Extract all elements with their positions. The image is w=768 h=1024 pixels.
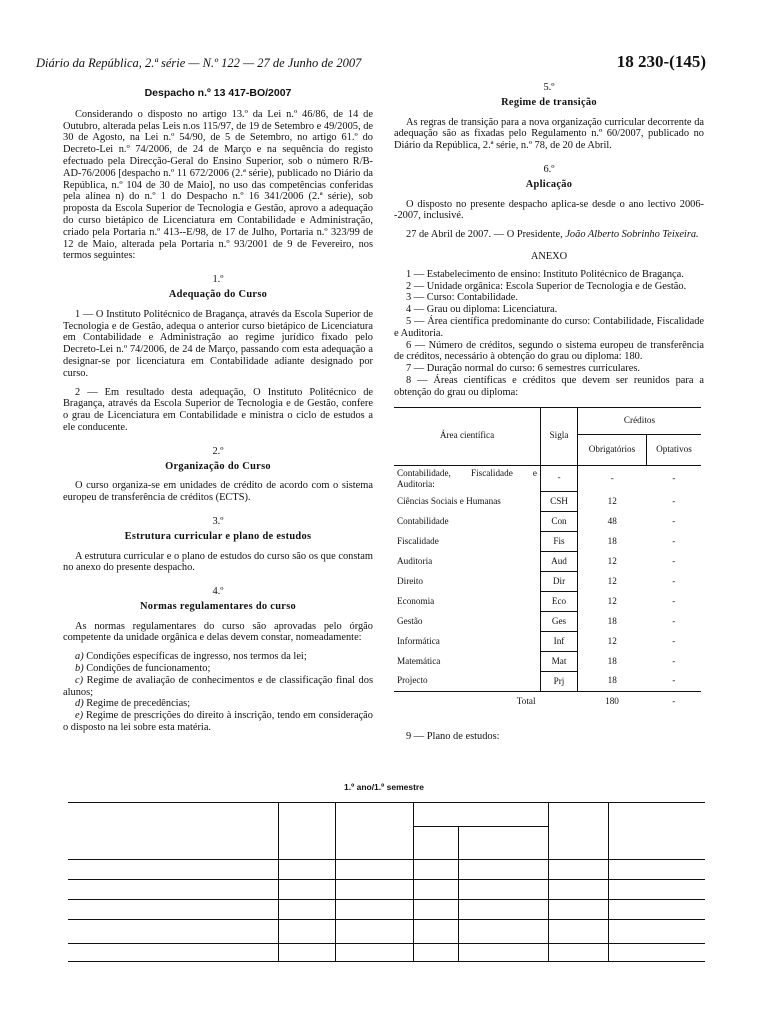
cell-obrig: 12 [607, 635, 617, 646]
cell-obrig: 12 [607, 575, 617, 586]
plano-label: 9 — Plano de estudos: [406, 731, 500, 743]
left-column [63, 88, 373, 734]
cell-opt: - [672, 472, 676, 483]
article-number: 5.º [543, 82, 555, 93]
cell-area: Informática [397, 635, 440, 646]
col-header-creditos: Créditos [578, 407, 702, 434]
cell-obrig: 12 [607, 495, 617, 506]
despacho-title: Despacho n.º 13 417-BO/2007 [144, 87, 292, 99]
right-column [394, 82, 704, 750]
table-row [394, 552, 701, 572]
cell-area: Ciências Sociais e Humanas [397, 495, 501, 506]
cell-area: Matemática [397, 655, 441, 666]
list-item: 4 — Grau ou diploma: Licenciatura. [406, 304, 558, 316]
cell-sigla: CSH [541, 492, 578, 512]
cell-sigla: Ges [541, 612, 578, 632]
rule [68, 879, 705, 880]
cell-sigla: Fis [541, 532, 578, 552]
rule [68, 943, 705, 944]
list-item: 2 — Unidade orgânica: Escola Superior de Tecnologia e de Gestão. [406, 280, 687, 292]
col-header-area: Área científica [394, 407, 541, 465]
signature: 27 de Abril de 2007. — O Presidente, João Alberto Sobrinho Teixeira. [406, 229, 699, 241]
table-row [394, 652, 701, 672]
paragraph: O curso organiza-se em unidades de crédito de acordo com o sistema europeu de transferência de créditos (ECTS). [63, 480, 373, 504]
list-item: 5 — Área científica predominante do curso: Contabilidade, Fiscalidade e Auditoria. [394, 315, 704, 339]
rule [548, 802, 549, 962]
cell-area: Economia [397, 595, 435, 606]
col-header-obrigatorios: Obrigatórios [578, 434, 647, 465]
cell-opt: - [672, 575, 676, 586]
cell-sigla: Inf [541, 632, 578, 652]
list-item: 8 — Áreas científicas e créditos que devem ser reunidos para a obtenção do grau ou diploma: [394, 374, 704, 398]
table-row [394, 672, 701, 692]
total-label: Total [394, 692, 578, 712]
article-title: Adequação do Curso [168, 288, 268, 300]
cell-opt: - [672, 555, 676, 566]
list-item: b) Condições de funcionamento; [75, 663, 211, 675]
article-number: 4.º [212, 586, 224, 598]
list-item: e) Regime de prescrições do direito à inscrição, tendo em consideração o disposto na lei sobre esta matéria. [63, 710, 373, 734]
rule [458, 826, 459, 962]
article-number: 3.º [212, 515, 224, 527]
article-number: 1.º [212, 274, 224, 286]
rule [68, 899, 705, 900]
table-row [394, 492, 701, 512]
total-opt: - [646, 692, 701, 712]
plan-title: 1.º ano/1.º semestre [344, 782, 424, 792]
paragraph: O disposto no presente despacho aplica-se desde o ano lectivo 2006--2007, inclusivé. [394, 198, 704, 222]
cell-area: Contabilidade, Fiscalidade e Auditoria: [397, 467, 537, 489]
rule [68, 802, 705, 803]
cell-opt: - [672, 635, 676, 646]
article-title: Organização do Curso [165, 460, 271, 472]
col-header-sigla: Sigla [541, 407, 578, 465]
rule [68, 919, 705, 920]
cell-opt: - [672, 495, 676, 506]
article-title: Aplicação [525, 178, 573, 190]
cell-area: Contabilidade [397, 515, 449, 526]
table-row [394, 592, 701, 612]
norms-list [63, 651, 373, 734]
annex-list [394, 269, 704, 399]
paragraph: 2 — Em resultado desta adequação, O Instituto Politécnico de Bragança, através da Escola Superior de Tecnologia e de Gestão, confere o grau de Licenciatura em Contabilidade e ministra o ciclo de estudos a ele conducente. [63, 386, 373, 433]
rule [68, 961, 705, 962]
rule [68, 859, 705, 860]
list-item: 7 — Duração normal do curso: 6 semestres curriculares. [406, 363, 640, 375]
article-title: Normas regulamentares do curso [139, 600, 297, 612]
cell-sigla: Aud [541, 552, 578, 572]
cell-obrig: 12 [607, 555, 617, 566]
cell-sigla: Con [541, 512, 578, 532]
cell-obrig: 18 [607, 615, 617, 626]
list-item: a) Condições específicas de ingresso, nos termos da lei; [75, 651, 307, 663]
article-title: Regime de transição [501, 96, 597, 108]
cell-opt: - [672, 675, 676, 686]
table-row [394, 572, 701, 592]
paragraph: 1 — O Instituto Politécnico de Bragança, através da Escola Superior de Tecnologia e de Gestão, adequa o anterior curso bietápico de Licenciatura em Contabilidade e Administração ao regime jurídico fixado pelo Decreto-Lei n.º 74/2006, de 24 de Março, passando com esta adequação a designar-se por licenciatura em Contabilidade adiante designado por curso. [63, 308, 373, 379]
table-row [394, 632, 701, 652]
table-row [394, 612, 701, 632]
table-row [394, 512, 701, 532]
cell-obrig: 48 [607, 515, 617, 526]
total-obrig: 180 [578, 692, 647, 712]
cell-sigla: Prj [541, 672, 578, 692]
cell-sigla: Mat [541, 652, 578, 672]
list-item: 1 — Estabelecimento de ensino: Instituto Politécnico de Bragança. [406, 268, 684, 280]
list-item: 3 — Curso: Contabilidade. [406, 292, 518, 304]
cell-opt: - [672, 615, 676, 626]
journal-header: Diário da República, 2.ª série — N.º 122 — 27 de Junho de 2007 [36, 56, 362, 70]
cell-opt: - [672, 515, 676, 526]
cell-area: Fiscalidade [397, 535, 439, 546]
annex-title: ANEXO [530, 250, 568, 262]
cell-area: Direito [397, 575, 424, 586]
cell-obrig: 18 [607, 675, 617, 686]
list-item: c) Regime de avaliação de conhecimentos e de classificação final dos alunos; [63, 674, 373, 698]
rule [335, 802, 336, 962]
cell-opt: - [672, 595, 676, 606]
article-number: 6.º [543, 163, 555, 175]
cell-area: Auditoria [397, 555, 433, 566]
list-item: d) Regime de precedências; [75, 698, 191, 710]
preamble: Considerando o disposto no artigo 13.º da Lei n.º 46/86, de 14 de Outubro, alterada pelas Leis n.os 115/97, de 19 de Setembro e 49/2005, de 30 de Agosto, na Lei n.º 54/90, de 5 de Setembro, no artigo 61.º do Decreto-Lei n.º 74/2006, de 24 de Março e na sequência do registo efectuado pela Direcção-Geral do Ensino Superior, sob o número R/B-AD-76/2006 [despacho n.º 11 672/2006 (2.ª série), publicado no Diário da República, n.º 104 de 30 de Maio], no uso das competências conferidas pela alínea n) do n.º 1 do Despacho n.º 16 341/2006 (2.ª série), sob proposta da Escola Superior de Tecnologia e Gestão, aprovo a adequação do curso bietápico de Licenciatura em Contabilidade e Administração, criado pela Portaria n.º 413--E/98, de 17 de Julho, Portaria n.º 323/99 de 12 de Maio, alterada pela Portaria n.º 93/2001 de 9 de Fevereiro, nos termos seguintes: [63, 108, 373, 262]
cell-obrig: 18 [607, 655, 617, 666]
cell-obrig: 12 [607, 595, 617, 606]
cell-obrig: - [610, 472, 614, 483]
col-header-optativos: Optativos [646, 434, 701, 465]
rule [413, 802, 414, 962]
cell-area: Gestão [397, 615, 423, 626]
rule [413, 826, 548, 827]
cell-obrig: 18 [607, 535, 617, 546]
credits-table [394, 407, 701, 712]
page-number: 18 230-(145) [616, 52, 706, 71]
cell-opt: - [672, 535, 676, 546]
cell-area: Projecto [397, 675, 428, 686]
list-item: 6 — Número de créditos, segundo o sistema europeu de transferência de créditos, necessário à obtenção do grau ou diploma: 180. [394, 339, 704, 363]
study-plan-table [68, 802, 705, 962]
cell-sigla: Eco [541, 592, 578, 612]
rule [608, 802, 609, 962]
rule [278, 802, 279, 962]
cell-sigla: - [541, 465, 578, 492]
cell-opt: - [672, 655, 676, 666]
cell-sigla: Dir [541, 572, 578, 592]
paragraph: A estrutura curricular e o plano de estudos do curso são os que constam no anexo do presente despacho. [63, 550, 373, 574]
article-number: 2.º [212, 445, 224, 457]
table-row [394, 465, 701, 492]
article-title: Estrutura curricular e plano de estudos [124, 530, 312, 542]
paragraph: As normas regulamentares do curso são aprovadas pelo órgão competente da unidade orgânica e delas devem constar, nomeadamente: [63, 620, 373, 644]
paragraph: As regras de transição para a nova organização curricular decorrente da adequação são as fixadas pelo Regulamento n.º 60/2007, publicado no Diário da República, 2.ª série, n.º 78, de 20 de Abril. [394, 116, 704, 152]
table-row [394, 532, 701, 552]
